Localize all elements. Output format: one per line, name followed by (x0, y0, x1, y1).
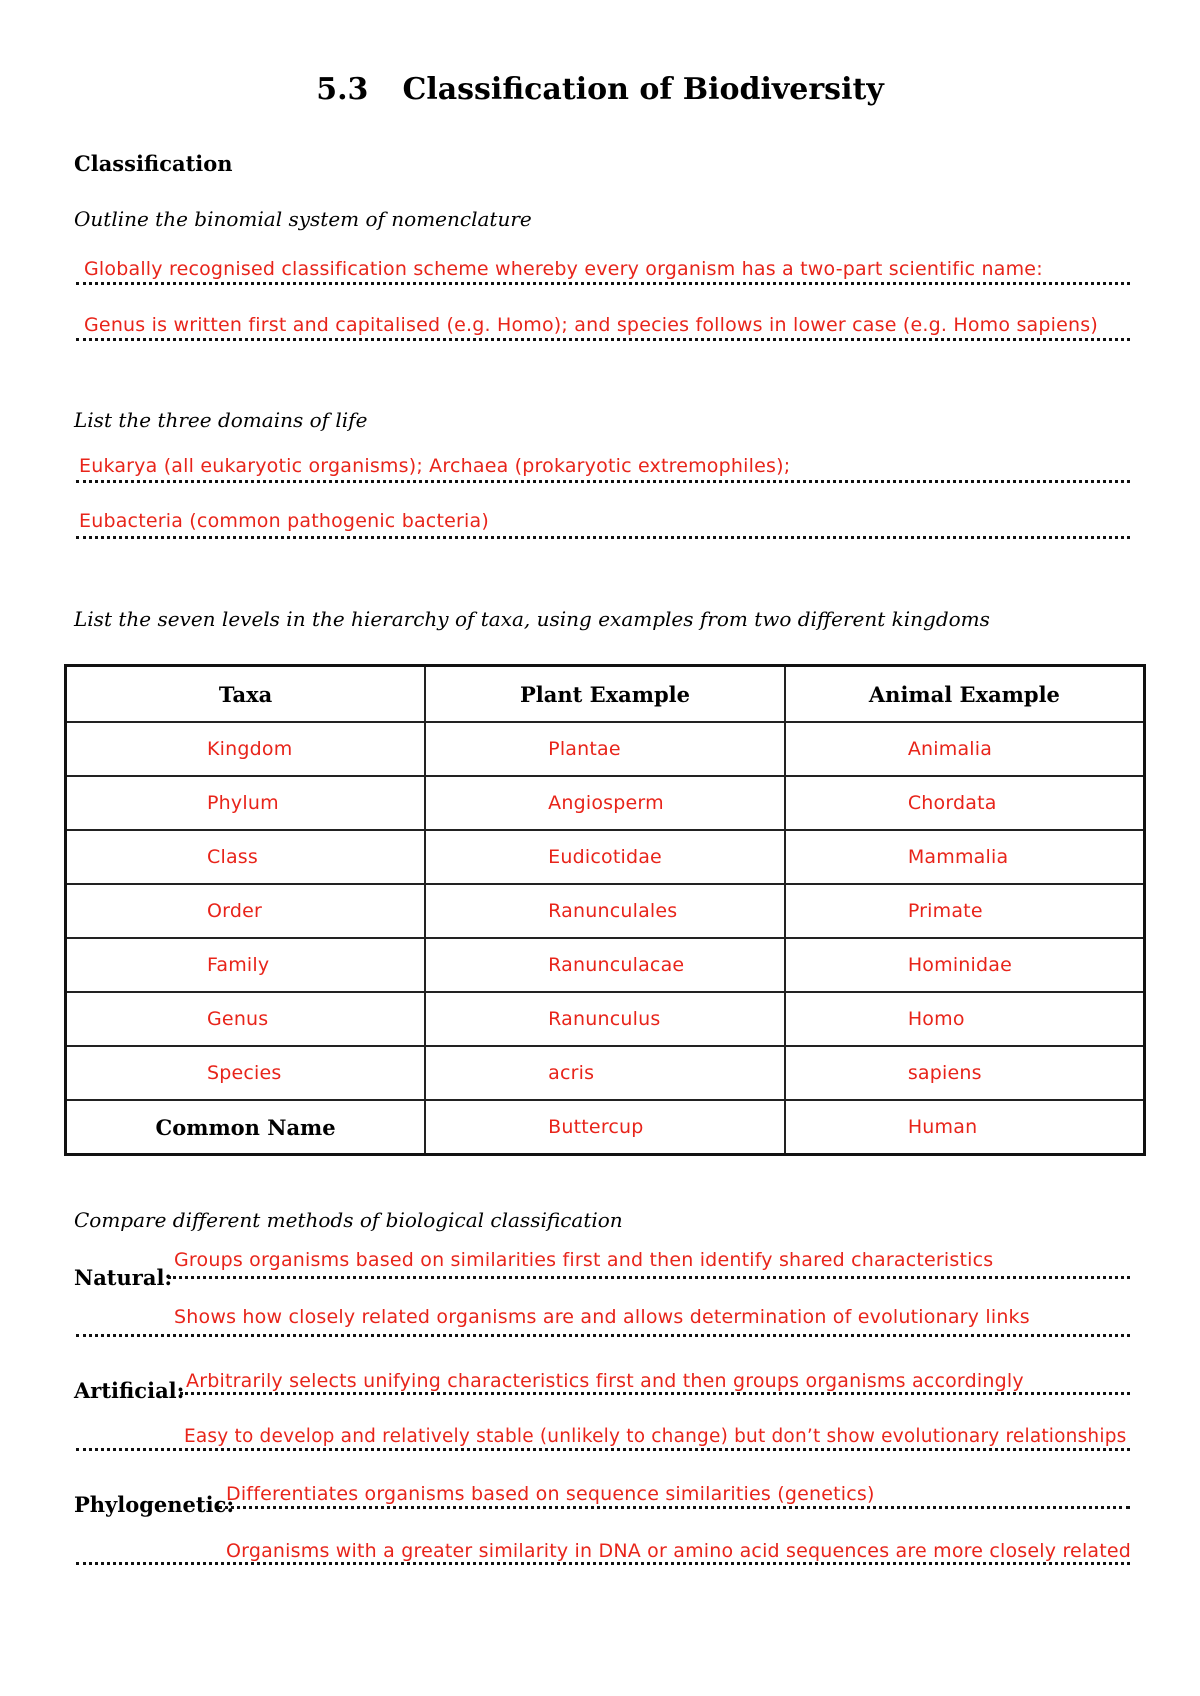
table-row (66, 1046, 1145, 1100)
label-phylogenetic: Phylogenetic: (74, 1492, 235, 1517)
plant-cell: Ranunculacae (548, 954, 685, 976)
answer-line (76, 1448, 1130, 1451)
taxa-cell: Order (207, 900, 262, 922)
question-methods: Compare different methods of biological classification (74, 1208, 623, 1232)
answer-binomial-2: Genus is written first and capitalised (e.g. Homo); and species follows in lower case (e.g. Homo sapiens) (84, 314, 1098, 336)
animal-cell: Animalia (907, 738, 993, 760)
animal-cell: Primate (907, 900, 983, 922)
animal-cell: Chordata (907, 792, 997, 814)
taxa-cell: Phylum (207, 792, 279, 814)
answer-line (76, 338, 1130, 341)
plant-cell: acris (548, 1062, 595, 1084)
answer-phylogenetic-1: Differentiates organisms based on sequence similarities (genetics) (226, 1483, 875, 1505)
section-heading: Classification (74, 151, 233, 176)
answer-line (76, 282, 1130, 285)
answer-line (76, 480, 1130, 483)
answer-artificial-1: Arbitrarily selects unifying characteristics first and then groups organisms accordingly (186, 1370, 1024, 1392)
label-artificial: Artificial: (74, 1378, 185, 1403)
taxa-cell: Species (207, 1062, 282, 1084)
answer-domains-1: Eukarya (all eukaryotic organisms); Archaea (prokaryotic extremophiles); (79, 455, 791, 477)
answer-natural-1: Groups organisms based on similarities first and then identify shared characteristics (174, 1249, 994, 1271)
question-taxa: List the seven levels in the hierarchy of taxa, using examples from two different kingdoms (74, 607, 990, 631)
taxa-table (64, 664, 1146, 1156)
answer-line (76, 536, 1130, 539)
title-text: Classification of Biodiversity (402, 72, 884, 107)
answer-line (218, 1506, 1130, 1509)
table-row (66, 938, 1145, 992)
table-row (66, 992, 1145, 1046)
table-row (66, 884, 1145, 938)
plant-cell: Ranunculales (548, 900, 678, 922)
answer-line (76, 1334, 1130, 1337)
answer-binomial-1: Globally recognised classification scheme whereby every organism has a two-part scientific name: (84, 258, 1043, 280)
animal-cell: Homo (907, 1008, 965, 1030)
animal-cell: Mammalia (907, 846, 1009, 868)
plant-cell: Angiosperm (548, 792, 664, 814)
table-row (66, 776, 1145, 830)
common-name-label: Common Name (66, 1100, 426, 1155)
taxa-cell: Genus (207, 1008, 269, 1030)
answer-artificial-2: Easy to develop and relatively stable (unlikely to change) but don’t show evolutionary relationships (184, 1426, 1127, 1447)
answer-line (76, 1562, 1130, 1565)
question-domains: List the three domains of life (74, 408, 368, 432)
answer-domains-2: Eubacteria (common pathogenic bacteria) (79, 510, 489, 532)
question-binomial: Outline the binomial system of nomenclature (74, 207, 532, 231)
table-row (66, 1100, 1145, 1155)
animal-cell: Hominidae (907, 954, 1013, 976)
taxa-cell: Family (207, 954, 270, 976)
header-animal-example: Animal Example (785, 666, 1145, 723)
answer-natural-2: Shows how closely related organisms are and allows determination of evolutionary links (174, 1306, 1030, 1328)
animal-cell: sapiens (907, 1062, 982, 1084)
header-taxa: Taxa (66, 666, 426, 723)
animal-cell: Human (907, 1116, 978, 1138)
page-title (0, 72, 1200, 107)
answer-phylogenetic-2: Organisms with a greater similarity in DNA or amino acid sequences are more closely related (226, 1540, 1132, 1562)
taxa-cell: Kingdom (207, 738, 293, 760)
answer-line (180, 1392, 1130, 1395)
table-row (66, 722, 1145, 776)
label-natural: Natural: (74, 1265, 173, 1290)
taxa-cell: Class (207, 846, 258, 868)
header-plant-example: Plant Example (425, 666, 785, 723)
plant-cell: Plantae (548, 738, 621, 760)
plant-cell: Buttercup (548, 1116, 644, 1138)
table-header-row (66, 666, 1145, 723)
answer-line (168, 1276, 1130, 1279)
plant-cell: Ranunculus (548, 1008, 661, 1030)
section-number: 5.3 (316, 72, 369, 107)
table-row (66, 830, 1145, 884)
plant-cell: Eudicotidae (548, 846, 662, 868)
